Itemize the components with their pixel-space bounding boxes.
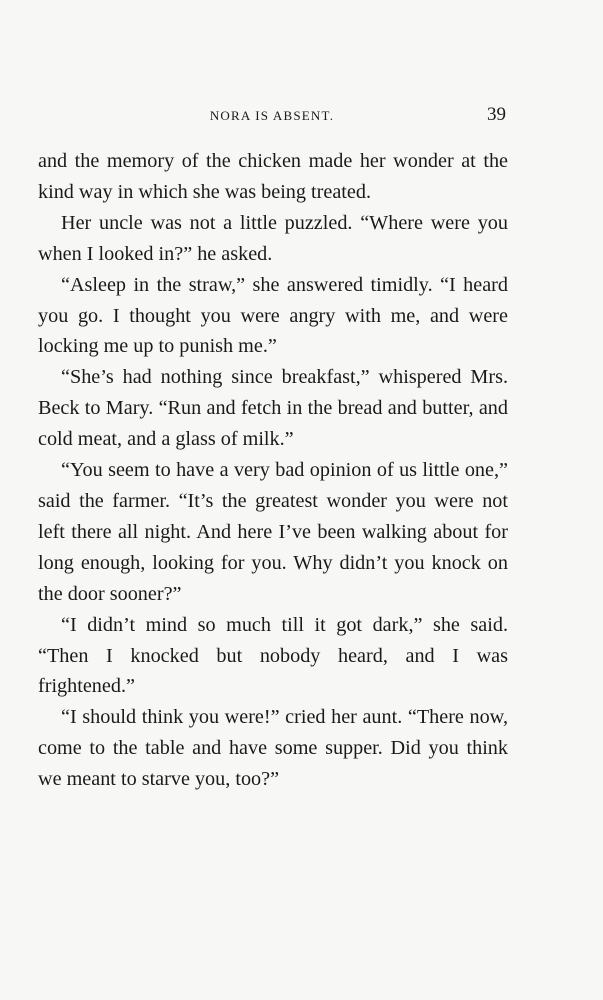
running-title: NORA IS ABSENT. xyxy=(209,108,335,123)
page-number: 39 xyxy=(487,104,506,125)
running-head xyxy=(38,104,506,130)
paragraph-7: “I should think you were!” cried her aunt. “There now, come to the table and have some supper. Did you think we meant to starve you, too?” xyxy=(38,706,508,791)
paragraph-5: “You seem to have a very bad opinion of us little one,” said the farmer. “It’s the greatest wonder you were not left there all night. And here I’ve been walking about for long enough, looking for you. Why didn’t you knock on the door sooner?” xyxy=(38,459,508,605)
paragraph-3: “Asleep in the straw,” she answered timidly. “I heard you go. I thought you were angry with me, and were locking me up to punish me.” xyxy=(38,273,508,358)
paragraph-2: Her uncle was not a little puzzled. “Where were you when I looked in?” he asked. xyxy=(38,211,508,265)
paragraph-4: “She’s had nothing since breakfast,” whispered Mrs. Beck to Mary. “Run and fetch in the bread and butter, and cold meat, and a glass of milk.” xyxy=(38,366,508,451)
body-text xyxy=(38,146,508,795)
paragraph-6: “I didn’t mind so much till it got dark,” she said. “Then I knocked but nobody heard, and I was frightened.” xyxy=(38,613,508,698)
paragraph-1: and the memory of the chicken made her wonder at the kind way in which she was being treated. xyxy=(38,150,508,203)
